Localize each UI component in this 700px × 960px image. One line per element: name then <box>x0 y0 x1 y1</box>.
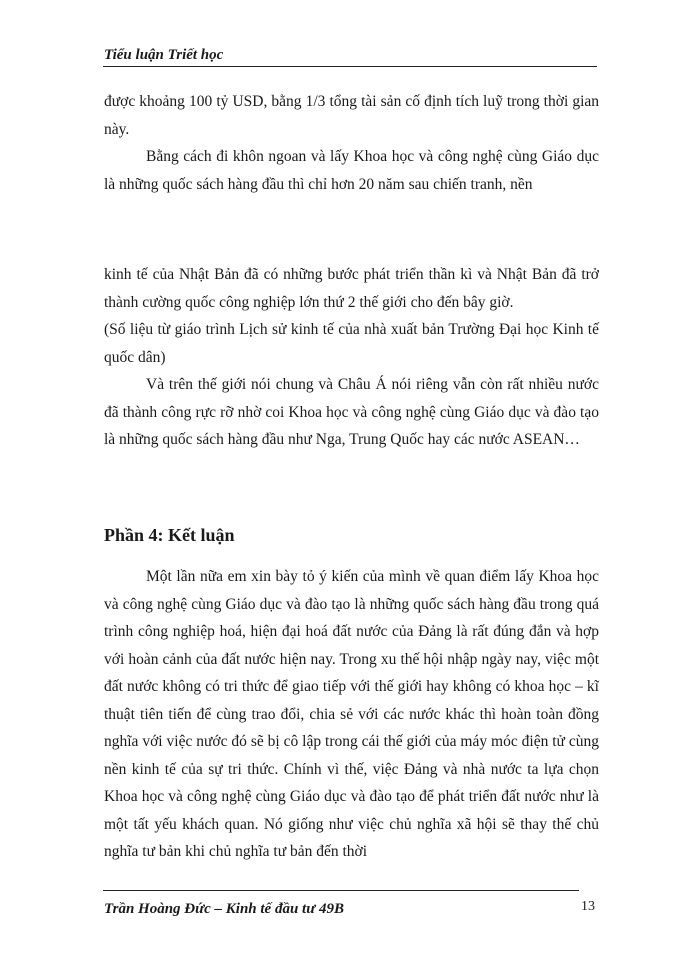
body-block-middle <box>104 261 599 454</box>
source-note: (Số liệu từ giáo trình Lịch sử kinh tế của nhà xuất bản Trường Đại học Kinh tế quốc dân) <box>104 321 599 366</box>
footer-author: Trần Hoàng Đức – Kinh tế đầu tư 49B <box>104 901 344 917</box>
section-heading: Phần 4: Kết luận <box>104 525 235 545</box>
paragraph-japan-end: kinh tế của Nhật Bản đã có những bước phát triển thần kì và Nhật Bản đã trở thành cường quốc công nghiệp lớn thứ 2 thế giới cho đến bây giờ. <box>104 266 599 311</box>
paragraph-continued: được khoảng 100 tỷ USD, bằng 1/3 tổng tài sản cố định tích luỹ trong thời gian này. <box>104 93 599 138</box>
header-title: Tiểu luận Triết học <box>104 47 224 63</box>
body-block-top <box>104 88 599 198</box>
paragraph-japan-start: Bằng cách đi khôn ngoan và lấy Khoa học và công nghệ cùng Giáo dục là những quốc sách hàng đầu thì chỉ hơn 20 năm sau chiến tranh, nền <box>104 148 599 193</box>
header-divider <box>103 66 597 67</box>
body-block-conclusion <box>104 563 599 866</box>
paragraph-world: Và trên thế giới nói chung và Châu Á nói riêng vẫn còn rất nhiều nước đã thành công rực rỡ nhờ coi Khoa học và công nghệ cùng Giáo dục và đào tạo là những quốc sách hàng đầu như Nga, Trung Quốc hay các nước ASEAN… <box>104 376 599 448</box>
footer-divider <box>103 890 579 891</box>
page-number: 13 <box>581 899 595 914</box>
paragraph-conclusion: Một lần nữa em xin bày tỏ ý kiến của mình về quan điểm lấy Khoa học và công nghệ cùng Giáo dục và đào tạo là những quốc sách hàng đầu trong quá trình công nghiệp hoá, hiện đại hoá đất nước của Đảng là rất đúng đắn và hợp với hoàn cảnh của đất nước hiện nay. Trong xu thế hội nhập ngày nay, việc một đất nước không có tri thức để giao tiếp với thế giới hay không có khoa học – kĩ thuật tiên tiến để cùng trao đổi, chia sẻ với các nước khác thì hoàn toàn đồng nghĩa với việc nước đó sẽ bị cô lập trong cái thế giới của máy móc điện tử cùng nền kinh tế của sự tri thức. Chính vì thế, việc Đảng và nhà nước ta lựa chọn Khoa học và công nghệ cùng Giáo dục và đào tạo để phát triển đất nước như là một tất yếu khách quan. Nó giống như việc chủ nghĩa xã hội sẽ thay thế chủ nghĩa tư bản khi chủ nghĩa tư bản đến thời <box>104 568 599 860</box>
